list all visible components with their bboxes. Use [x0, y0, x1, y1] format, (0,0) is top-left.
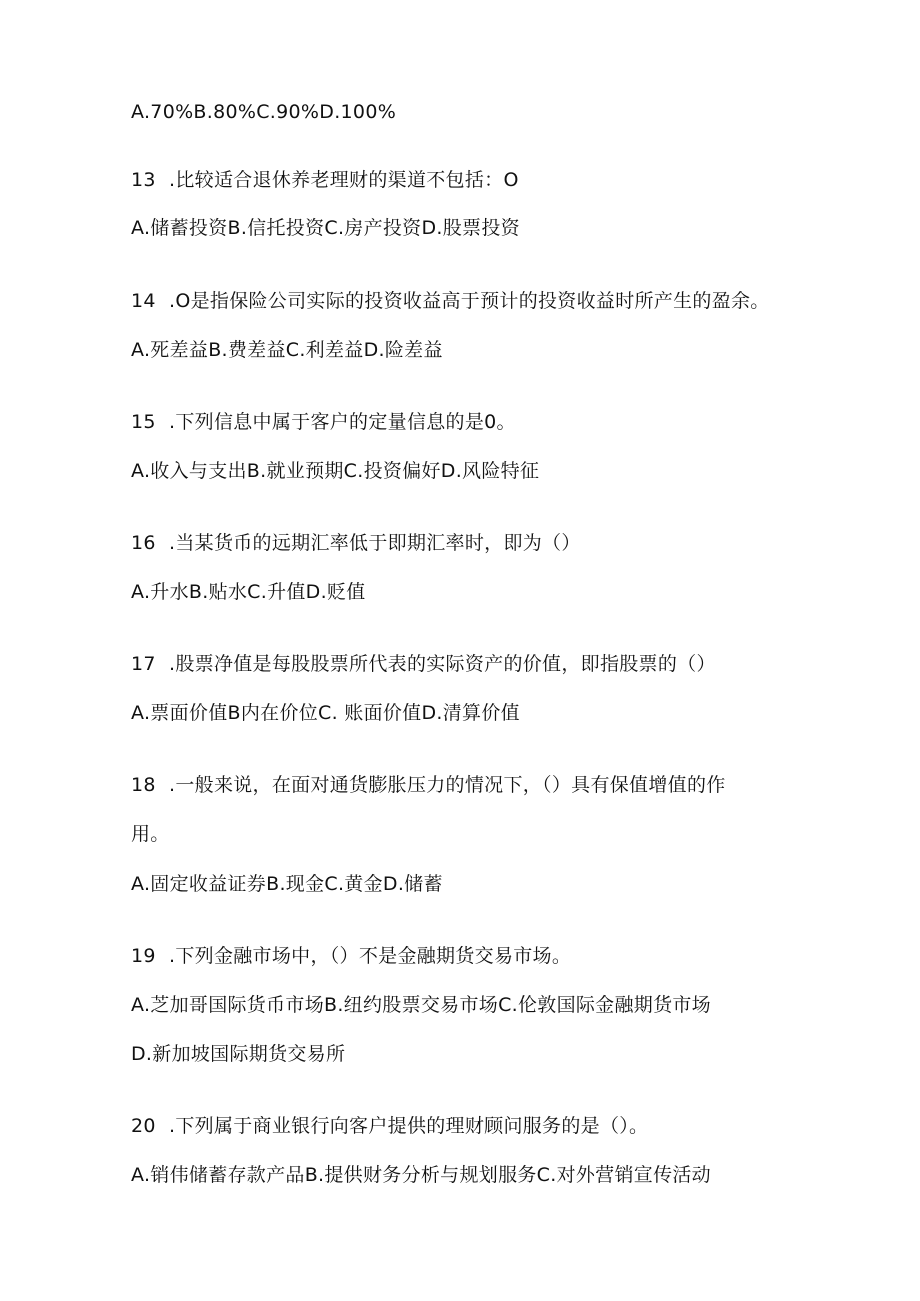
question-number: 14 — [131, 290, 156, 312]
option-line-18: A.固定收益证券B.现金C.黄金D.储蓄 — [131, 873, 443, 895]
question-text: .下列属于商业银行向客户提供的理财顾问服务的是（）。 — [169, 1115, 649, 1137]
question-17 — [131, 652, 716, 676]
question-18-continuation: 用。 — [131, 823, 170, 845]
question-text: .当某货币的远期汇率低于即期汇率时，即为（） — [169, 532, 581, 554]
option-line-15: A.收入与支出B.就业预期C.投资偏好D.风险特征 — [131, 460, 540, 482]
question-text: .一般来说，在面对通货膨胀压力的情况下，（）具有保值增值的作 — [169, 774, 726, 796]
option-line-19a: A.芝加哥国际货币市场B.纽约股票交易市场C.伦敦国际金融期货市场 — [131, 994, 711, 1016]
question-text: .下列信息中属于客户的定量信息的是0。 — [169, 411, 516, 433]
question-number: 19 — [131, 945, 156, 967]
question-number: 16 — [131, 532, 156, 554]
question-text: .比较适合退休养老理财的渠道不包括：O — [169, 169, 519, 191]
question-number: 15 — [131, 411, 156, 433]
option-line-13: A.储蓄投资B.信托投资C.房产投资D.股票投资 — [131, 217, 520, 239]
option-line-20: A.销伟储蓄存款产品B.提供财务分析与规划服务C.对外营销宣传活动 — [131, 1164, 711, 1186]
option-line-19b: D.新加坡国际期货交易所 — [131, 1043, 346, 1065]
option-line-16: A.升水B.贴水C.升值D.贬值 — [131, 581, 366, 603]
question-text: .O是指保险公司实际的投资收益高于预计的投资收益时所产生的盈余。 — [169, 290, 770, 312]
option-line-12: A.70%B.80%C.90%D.100% — [131, 101, 397, 123]
question-20 — [131, 1114, 648, 1138]
question-number: 18 — [131, 774, 156, 796]
question-number: 17 — [131, 653, 156, 675]
question-18 — [131, 773, 726, 797]
question-text: .股票净值是每股股票所代表的实际资产的价值，即指股票的（） — [169, 653, 716, 675]
question-15 — [131, 410, 516, 434]
question-text: .下列金融市场中，（）不是金融期货交易市场。 — [169, 945, 572, 967]
question-16 — [131, 531, 581, 555]
option-line-14: A.死差益B.费差益C.利差益D.险差益 — [131, 339, 443, 361]
question-number: 13 — [131, 169, 156, 191]
question-number: 20 — [131, 1115, 156, 1137]
question-19 — [131, 944, 571, 968]
question-14 — [131, 289, 770, 313]
option-line-17: A.票面价值B内在价位C. 账面价值D.清算价值 — [131, 702, 520, 724]
question-13 — [131, 168, 519, 192]
